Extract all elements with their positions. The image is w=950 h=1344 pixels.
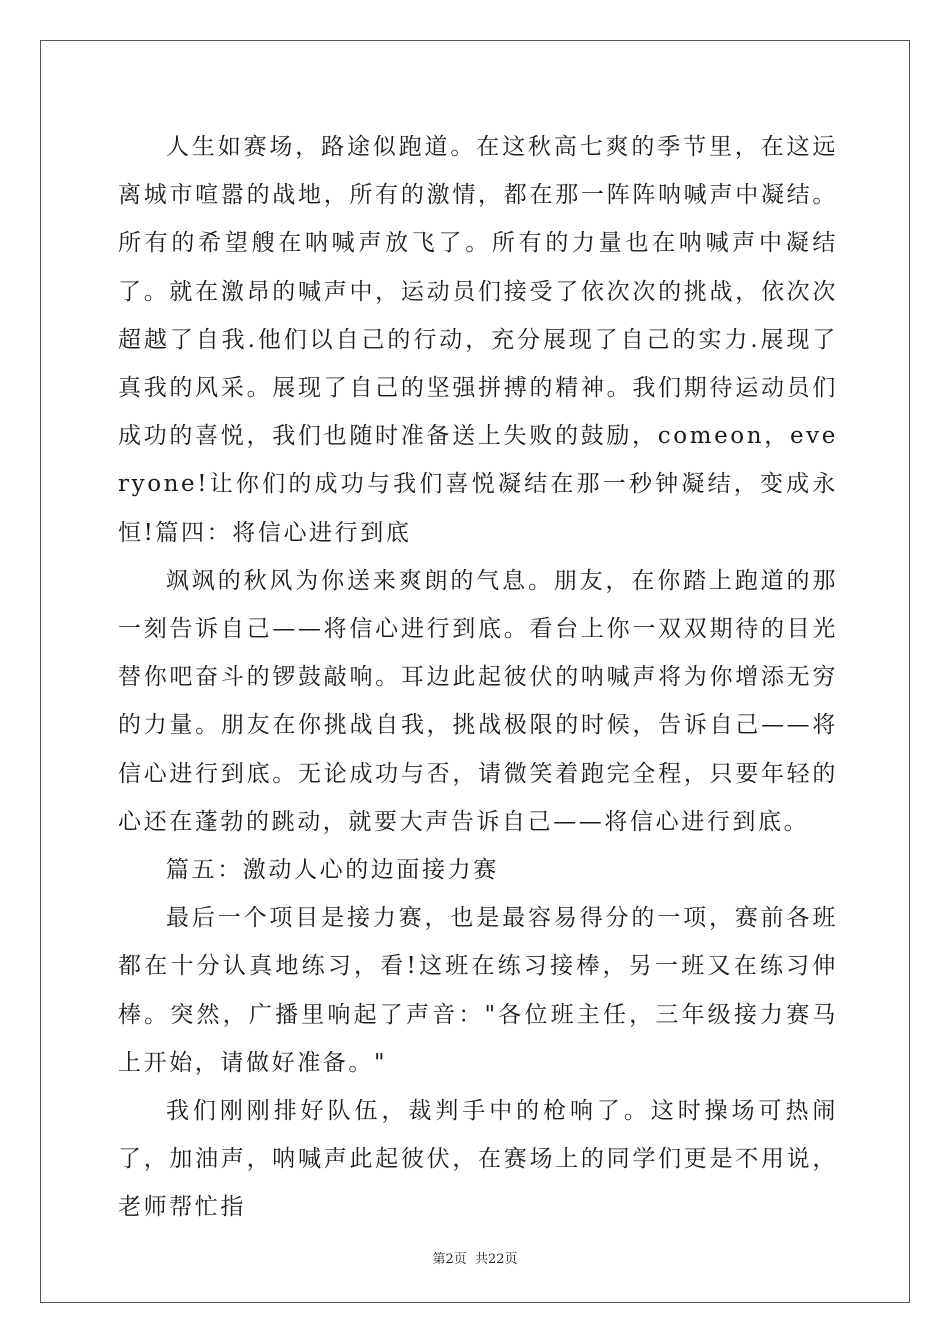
paragraph-4: 我们刚刚排好队伍，裁判手中的枪响了。这时操场可热闹了，加油声，呐喊声此起彼伏，在赛场上的同学们更是不用说，老师帮忙指	[118, 1098, 838, 1221]
page-total: 共22页	[474, 1252, 518, 1267]
paragraph-2: 飒飒的秋风为你送来爽朗的气息。朋友，在你踏上跑道的那一刻告诉自己——将信心进行到底。看台上你一双双期待的目光替你吧奋斗的锣鼓敲响。耳边此起彼伏的呐喊声将为你增添无穷的力量。朋友在你挑战自我，挑战极限的时候，告诉自己——将信心进行到底。无论成功与否，请微笑着跑完全程，只要年轻的心还在蓬勃的跳动，就要大声告诉自己——将信心进行到底。	[118, 567, 838, 835]
paragraph-3: 最后一个项目是接力赛，也是最容易得分的一项，赛前各班都在十分认真地练习，看!这班在练习接棒，另一班又在练习伸棒。突然，广播里响起了声音："各位班主任，三年级接力赛马上开始，请做好准备。"	[118, 905, 838, 1076]
document-body	[118, 123, 838, 1232]
section-heading: 篇五：激动人心的边面接力赛	[166, 857, 499, 884]
page-number: 第2页	[432, 1252, 467, 1267]
paragraph-1: 人生如赛场，路途似跑道。在这秋高七爽的季节里，在这远离城市喧嚣的战地，所有的激情，都在那一阵阵呐喊声中凝结。所有的希望艘在呐喊声放飞了。所有的力量也在呐喊声中凝结了。就在激昂的喊声中，运动员们接受了依次次的挑战，依次次超越了自我.他们以自己的行动，充分展现了自己的实力.展现了真我的风采。展现了自己的坚强拼搏的精神。我们期待运动员们成功的喜悦，我们也随时准备送上失败的鼓励，comeon，everyone!让你们的成功与我们喜悦凝结在那一秒钟凝结，变成永恒!篇四：将信心进行到底	[118, 134, 838, 546]
page-footer	[0, 1248, 950, 1267]
